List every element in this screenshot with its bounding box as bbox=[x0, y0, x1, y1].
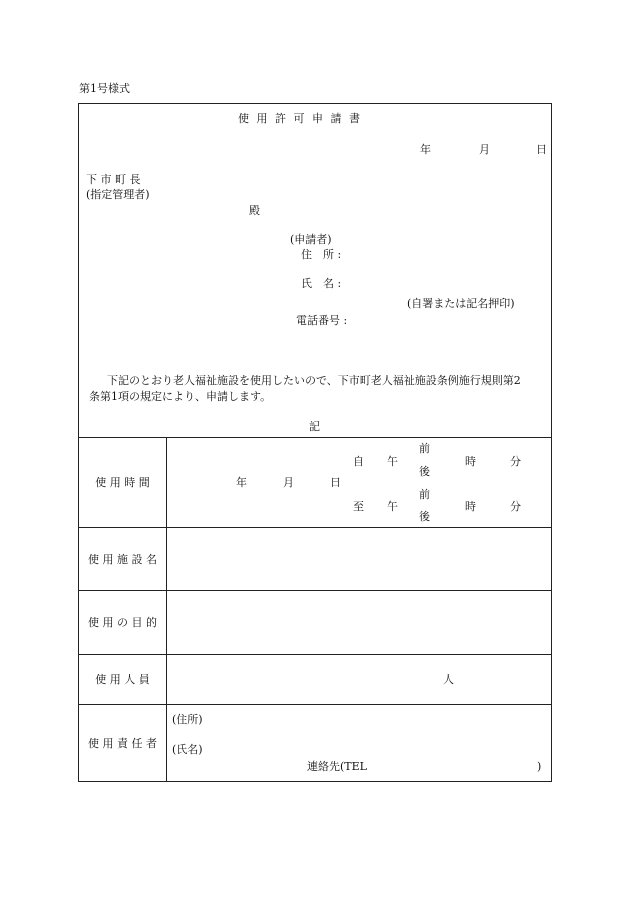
applicant-heading: (申請者) bbox=[290, 233, 332, 246]
headcount-unit: 人 bbox=[443, 673, 454, 686]
usage-month: 月 bbox=[283, 476, 294, 489]
honorific: 殿 bbox=[249, 204, 260, 217]
purpose-field[interactable] bbox=[171, 595, 547, 649]
label-purpose: 使 用 の 目 的 bbox=[88, 616, 157, 629]
label-responsible: 使 用 責 任 者 bbox=[88, 737, 157, 750]
contact-tel-label: 連絡先(TEL bbox=[307, 760, 367, 773]
contact-tel-close: ) bbox=[537, 760, 542, 773]
applicant-address-label: 住 所 : bbox=[301, 248, 342, 261]
to-pm: 後 bbox=[419, 510, 430, 523]
form-title: 使 用 許 可 申 請 書 bbox=[238, 112, 362, 125]
table-line-4 bbox=[79, 704, 551, 705]
application-form bbox=[78, 103, 552, 782]
from-noon: 午 bbox=[387, 455, 398, 468]
table-line-1 bbox=[79, 527, 551, 528]
date-year: 年 bbox=[420, 143, 431, 156]
to-hour: 時 bbox=[465, 500, 476, 513]
from-label: 自 bbox=[353, 455, 364, 468]
ki-heading: 記 bbox=[309, 420, 320, 433]
responsible-name-label: (氏名) bbox=[172, 743, 203, 756]
table-line-2 bbox=[79, 590, 551, 591]
usage-year: 年 bbox=[236, 476, 247, 489]
to-am: 前 bbox=[419, 488, 430, 501]
from-minute: 分 bbox=[510, 455, 521, 468]
date-month: 月 bbox=[479, 143, 490, 156]
seal-note: (自署または記名押印) bbox=[407, 297, 515, 310]
date-day: 日 bbox=[536, 143, 547, 156]
addressee-manager: (指定管理者) bbox=[86, 188, 150, 201]
from-hour: 時 bbox=[465, 455, 476, 468]
facility-name-field[interactable] bbox=[171, 532, 547, 586]
table-top-line bbox=[79, 437, 551, 438]
from-am: 前 bbox=[419, 442, 430, 455]
label-usage-time: 使 用 時 間 bbox=[95, 476, 150, 489]
form-number: 第1号様式 bbox=[79, 82, 130, 95]
addressee-title: 下 市 町 長 bbox=[86, 173, 141, 186]
table-divider bbox=[166, 437, 167, 781]
applicant-phone-label: 電話番号 : bbox=[296, 314, 348, 327]
table-line-3 bbox=[79, 654, 551, 655]
body-text-line2: 条第1項の規定により、申請します。 bbox=[89, 390, 272, 403]
applicant-name-label: 氏 名 : bbox=[301, 277, 342, 290]
label-headcount: 使 用 人 員 bbox=[95, 673, 150, 686]
to-noon: 午 bbox=[387, 500, 398, 513]
label-facility-name: 使 用 施 設 名 bbox=[88, 553, 157, 566]
usage-day: 日 bbox=[330, 476, 341, 489]
body-text-line1: 下記のとおり老人福祉施設を使用したいので、下市町老人福祉施設条例施行規則第2 bbox=[107, 374, 521, 387]
to-minute: 分 bbox=[510, 500, 521, 513]
to-label: 至 bbox=[353, 500, 364, 513]
responsible-address-label: (住所) bbox=[172, 713, 203, 726]
from-pm: 後 bbox=[419, 465, 430, 478]
